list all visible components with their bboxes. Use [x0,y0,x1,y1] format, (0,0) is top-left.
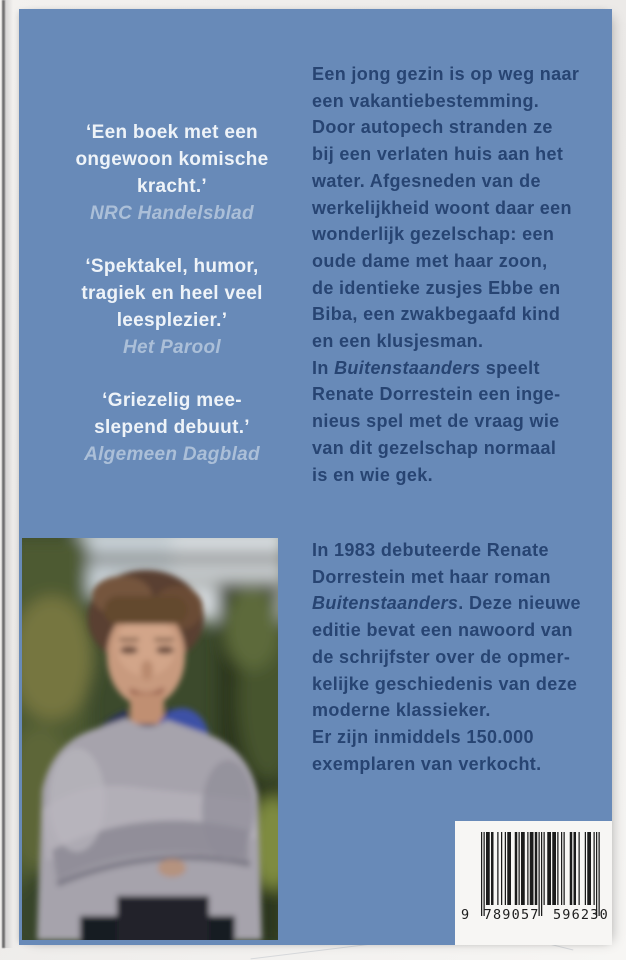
quote-line: tragiek en heel veel [81,283,263,304]
text-line: Dorrestein met haar roman [312,566,551,587]
synopsis-paragraph [312,61,612,488]
author-bio-paragraph [312,537,612,777]
text-line: van dit gezelschap normaal [312,437,557,458]
review-quote [41,119,303,227]
quote-line: ‘Een boek met een [86,122,258,143]
quote-line: slepend debuut.’ [94,417,250,438]
barcode-number: 9 789057 596230 [461,907,609,923]
review-quote [41,387,303,468]
barcode-panel [455,821,612,945]
quote-line: leesplezier.’ [116,310,228,331]
text-line: water. Afgesneden van de [312,170,541,191]
text-line: bij een verlaten huis aan het [312,144,564,165]
text-line: en een klusjesman. [312,331,484,352]
text-line: oude dame met haar zoon, [312,250,548,271]
quote-line: ongewoon komische [75,149,269,170]
text-line: is en wie gek. [312,464,433,485]
text-line: werkelijkheid woont daar een [312,197,572,218]
text-line: In Buitenstaanders speelt [312,357,540,378]
back-cover [19,9,612,945]
review-quote [41,253,303,361]
text-line: Renate Dorrestein een inge- [312,384,561,405]
quote-line: kracht.’ [137,176,207,197]
author-portrait-illustration [22,538,278,940]
text-line: In 1983 debuteerde Renate [312,540,549,560]
text-line: Er zijn inmiddels 150.000 [312,726,534,747]
quote-line: ‘Griezelig mee- [102,390,242,411]
text-line: exemplaren van verkocht. [312,753,542,774]
text-line: Biba, een zwakbegaafd kind [312,304,561,325]
text-line: Een jong gezin is op weg naar [312,64,580,84]
quote-line: ‘Spektakel, humor, [85,256,259,277]
text-line: een vakantiebestemming. [312,90,540,111]
book-page-edge-shadow [5,0,13,948]
text-line: editie bevat een nawoord van [312,620,573,641]
text-line: kelijke geschiedenis van deze [312,673,578,694]
quote-source: Het Parool [122,337,222,358]
text-line: de identieke zusjes Ebbe en [312,277,561,298]
press-quotes-column [41,119,303,494]
text-line: Buitenstaanders. Deze nieuwe [312,593,581,614]
text-line: Door autopech stranden ze [312,117,553,138]
text-line: moderne klassieker. [312,700,491,721]
text-line: wonderlijk gezelschap: een [312,224,555,245]
text-line: de schrijfster over de opmer- [312,646,571,667]
author-portrait-photo [22,538,278,940]
quote-source: Algemeen Dagblad [84,444,260,465]
text-line: nieus spel met de vraag wie [312,411,560,432]
quote-source: NRC Handelsblad [90,203,254,224]
